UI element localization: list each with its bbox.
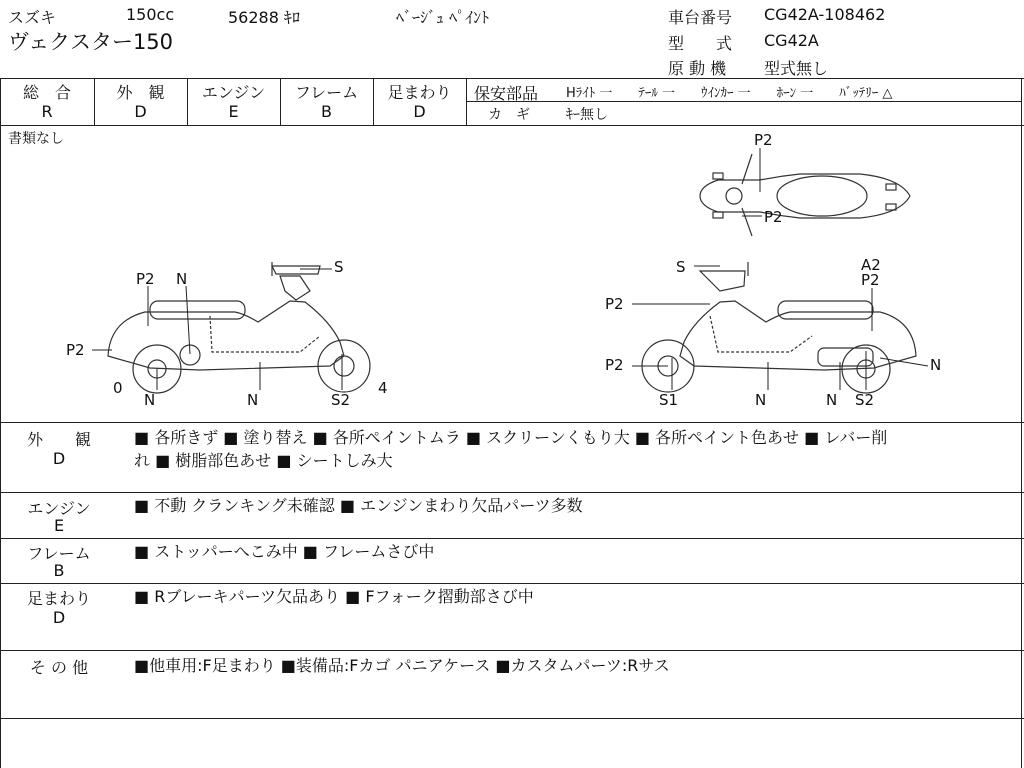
type-value: CG42A (764, 31, 819, 50)
grade-value: B (321, 102, 332, 121)
grade-value: R (41, 102, 53, 121)
grade-label: 総 合 (22, 83, 71, 102)
detail-label: フレーム (27, 544, 91, 563)
mileage: 56288 ｷﾛ (228, 8, 300, 27)
detail-grade: D (52, 449, 66, 468)
mark-left-p2top: P2 (136, 270, 155, 288)
engine-label: 原 動 機 (668, 59, 727, 78)
safety-label: 保安部品 (474, 84, 539, 103)
divider (0, 538, 1024, 539)
divider (0, 422, 1024, 423)
maker: スズキ (8, 8, 57, 27)
mark-right-s2: S2 (855, 391, 875, 409)
frame-no-label: 車台番号 (668, 8, 733, 27)
grade-label: フレーム (294, 83, 359, 102)
divider (466, 101, 1022, 102)
type-label: 型 式 (668, 34, 733, 53)
grade-label: 外 観 (116, 83, 165, 102)
mark-right-n3: N (826, 391, 838, 409)
mark-left-n1: N (144, 391, 156, 409)
documents-note: 書類なし (8, 131, 64, 147)
grade-label: 足まわり (387, 83, 452, 102)
frame-no: CG42A-108462 (764, 5, 886, 24)
detail-grade: E (53, 516, 65, 535)
grade-value: D (134, 102, 147, 121)
model-name: ヴェクスター150 (8, 30, 174, 54)
mark-left-s: S (334, 258, 344, 276)
grade-value: E (228, 102, 239, 121)
key-value: ｷｰ無し (566, 107, 608, 123)
detail-grade: B (53, 561, 65, 580)
detail-text: れ ■ 樹脂部色あせ ■ シートしみ大 (134, 451, 393, 470)
detail-label: エンジン (27, 499, 91, 518)
safety-items: Hﾗｲﾄ 一 ﾃｰﾙ 一 ｳｲﾝｶｰ 一 ﾎｰﾝ 一 ﾊﾞｯﾃﾘｰ △ (566, 86, 893, 101)
divider (0, 583, 1024, 584)
detail-text: ■ 不動 クランキング未確認 ■ エンジンまわり欠品パーツ多数 (134, 496, 583, 515)
detail-text: ■ Rブレーキパーツ欠品あり ■ Fフォーク摺動部さび中 (134, 587, 534, 606)
divider (0, 78, 1024, 79)
detail-label: そ の 他 (29, 658, 89, 677)
mark-right-p2c: P2 (605, 356, 624, 374)
mark-top-p2b: P2 (764, 208, 783, 226)
body-color: ﾍﾞｰｼﾞｭ ﾍﾟｲﾝﾄ (396, 8, 490, 27)
mark-right-p2b: P2 (605, 295, 624, 313)
mark-left-s2: S2 (331, 391, 351, 409)
mark-right-n2: N (755, 391, 767, 409)
damage-diagram (0, 126, 1022, 422)
mark-right-s: S (676, 258, 686, 276)
key-label: カ ギ (488, 107, 530, 123)
mark-right-p2a: P2 (861, 271, 880, 289)
mark-left-ntop: N (176, 270, 188, 288)
detail-label: 足まわり (26, 589, 91, 608)
mark-left-0: 0 (113, 379, 123, 397)
mark-left-n2: N (247, 391, 259, 409)
mark-right-a2: A2 (861, 256, 881, 274)
divider (0, 718, 1024, 719)
mark-left-4: 4 (378, 379, 388, 397)
detail-label: 外 観 (26, 430, 91, 449)
divider (0, 492, 1024, 493)
mark-left-p2left: P2 (66, 341, 85, 359)
scooter-top-view (700, 154, 910, 236)
divider (0, 650, 1024, 651)
detail-text: ■ 各所きず ■ 塗り替え ■ 各所ペイントムラ ■ スクリーンくもり大 ■ 各所ペイント色あせ ■ レバー削 (134, 428, 888, 447)
mark-right-s1: S1 (659, 391, 679, 409)
mark-top-p2a: P2 (754, 131, 773, 149)
grade-value: D (413, 102, 426, 121)
detail-text: ■他車用:F足まわり ■装備品:Fカゴ パニアケース ■カスタムパーツ:Rサス (134, 656, 670, 675)
grade-label: エンジン (201, 83, 266, 102)
detail-grade: D (52, 608, 66, 627)
displacement: 150cc (126, 5, 175, 24)
detail-text: ■ ストッパーへこみ中 ■ フレームさび中 (134, 542, 435, 561)
mark-right-n: N (930, 356, 942, 374)
engine-type: 型式無し (764, 59, 829, 78)
